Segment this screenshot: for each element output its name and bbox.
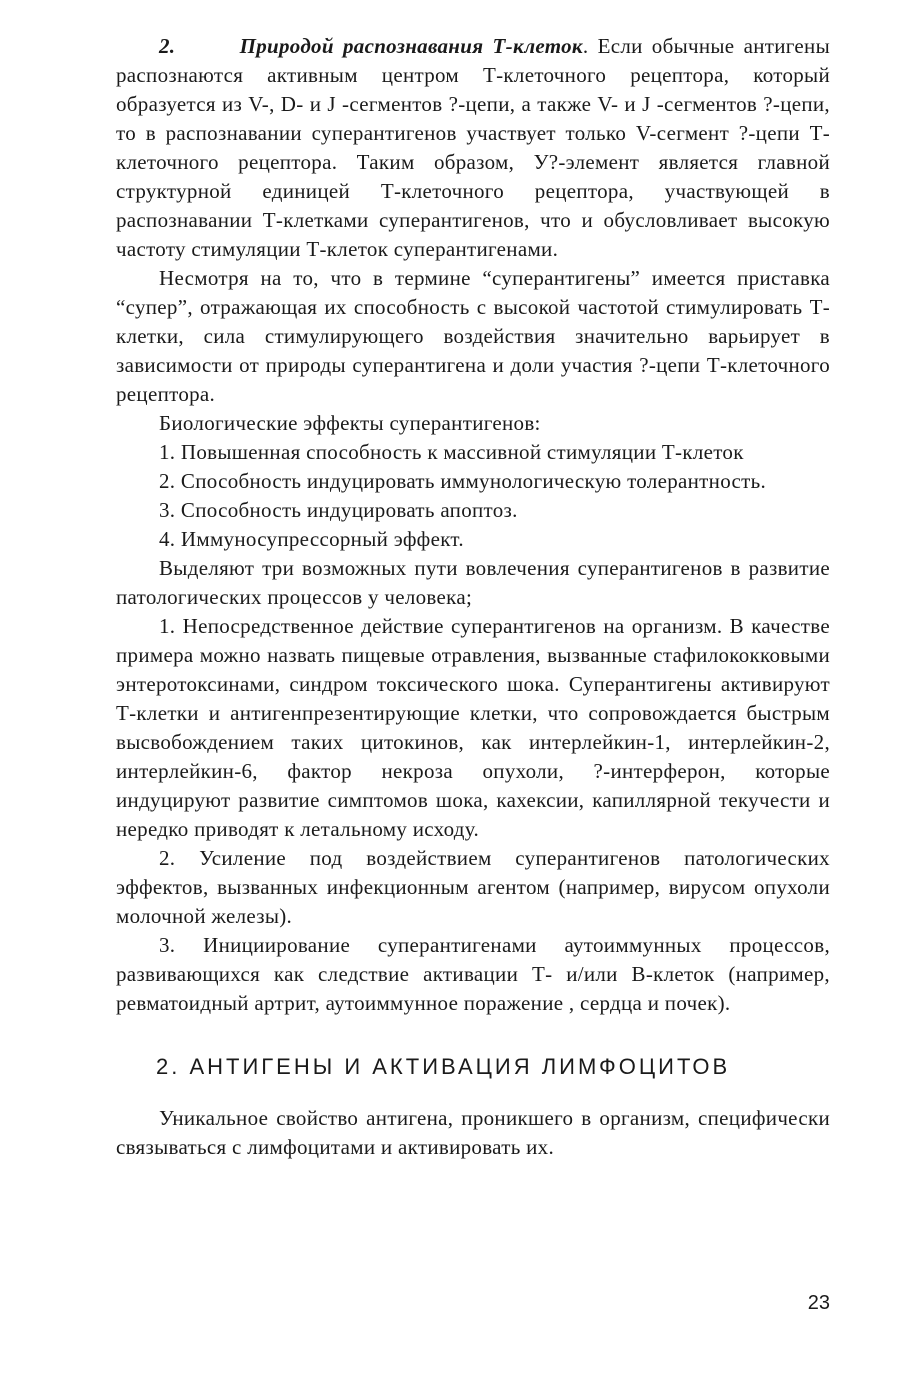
intro-lead-emphasis: Природой распознавания Т-клеток — [239, 34, 583, 58]
paragraph-bio-effects-heading: Биологические эффекты суперантигенов: — [159, 411, 541, 435]
list-item-effect-2: 2. Способность индуцировать иммунологическую толерантность. — [159, 469, 767, 493]
closing-paragraph: Уникальное свойство антигена, проникшего в организм, специфически связываться с лимфоцитами и активировать их. — [116, 1106, 830, 1159]
text-column — [116, 32, 830, 1162]
intro-lead-number: 2. — [159, 34, 176, 58]
list-item-effect-4: 4. Иммуносупрессорный эффект. — [159, 527, 464, 551]
list-item-effect-3: 3. Способность индуцировать апоптоз. — [159, 498, 518, 522]
list-item-effect-1: 1. Повышенная способность к массивной стимуляции Т-клеток — [159, 440, 744, 464]
section-heading: 2. АНТИГЕНЫ И АКТИВАЦИЯ ЛИМФОЦИТОВ — [156, 1054, 731, 1079]
list-item-pathway-1: 1. Непосредственное действие суперантигенов на организм. В качестве примера можно назвать пищевые отравления, вызванные стафилококковыми энтеротоксинами, синдром токсического шока. Суперантигены активируют Т-клетки и антигенпрезентирующие клетки, что сопровождается быстрым высвобождением таких цитокинов, как интерлейкин-1, интерлейкин-2, интерлейкин-6, фактор некроза опухоли, ?-интерферон, которые индуцируют развитие симптомов шока, кахексии, капиллярной текучести и нередко приводят к летальному исходу. — [116, 614, 830, 841]
intro-paragraph — [116, 32, 830, 264]
list-item-pathway-2: 2. Усиление под воздействием суперантигенов патологических эффектов, вызванных инфекционным агентом (например, вирусом опухоли молочной железы). — [116, 846, 830, 928]
paragraph-superantigen-term: Несмотря на то, что в термине “суперантигены” имеется приставка “супер”, отражающая их способность с высокой частотой стимулировать Т-клетки, сила стимулирующего воздействия значительно варьирует в зависимости от природы суперантигена и доли участия ?-цепи Т-клеточного рецептора. — [116, 266, 830, 406]
intro-rest-text: . Если обычные антигены распознаются активным центром Т-клеточного рецептора, который образуется из V-, D- и J -сегментов ?-цепи, а также V- и J -сегментов ?-цепи, то в распознавании суперантигенов участвует только V-сегмент ?-цепи Т-клеточного рецептора. Таким образом, У?-элемент является главной структурной единицей Т-клеточного рецептора, участвующей в распознавании Т-клетками суперантигенов, что и обусловливает высокую частоту стимуляции Т-клеток суперантигенами. — [116, 34, 830, 261]
list-item-pathway-3: 3. Инициирование суперантигенами аутоиммунных процессов, развивающихся как следствие активации Т- и/или В-клеток (например, ревматоидный артрит, аутоиммунное поражение , сердца и почек). — [116, 933, 830, 1015]
paragraph-pathways-intro: Выделяют три возможных пути вовлечения суперантигенов в развитие патологических процессов у человека; — [116, 556, 830, 609]
page-number: 23 — [807, 1292, 830, 1314]
